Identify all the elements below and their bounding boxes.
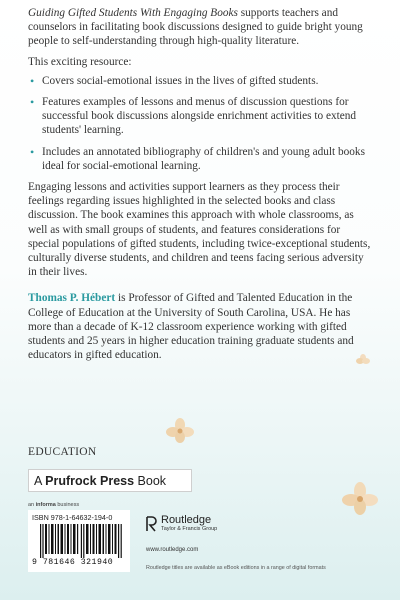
- informa-business-label: an informa business: [28, 502, 80, 508]
- bullet-icon: •: [30, 144, 35, 159]
- book-title-italic: Guiding Gifted Students With Engaging Books: [28, 7, 238, 19]
- author-name: Thomas P. Hébert: [28, 292, 116, 305]
- feature-list: [28, 74, 374, 173]
- ebook-availability-note: Routledge titles are available as eBook editions in a range of digital formats: [146, 565, 326, 571]
- list-item: • Covers social-emotional issues in the lives of gifted students.: [30, 73, 319, 88]
- barcode-icon: [40, 524, 124, 558]
- routledge-name: Routledge: [161, 514, 212, 526]
- barcode-number: 9 781646 321940: [32, 558, 114, 567]
- author-bio: [28, 291, 374, 362]
- bullet-icon: •: [30, 95, 35, 110]
- publisher-imprint-box: A Prufrock Press Book: [28, 469, 192, 492]
- intro-text: supports teachers and counselors in facilitating book discussions designed to guide bright young people to self-understanding through high-quality literature.: [28, 7, 363, 48]
- routledge-website: www.routledge.com: [146, 547, 199, 553]
- intro-paragraph: [28, 6, 374, 49]
- bullet-icon: •: [30, 73, 35, 88]
- isbn-number: ISBN 978-1-64632-194-0: [32, 513, 113, 522]
- resource-lead: This exciting resource:: [28, 55, 132, 68]
- flower-decoration-icon: [166, 418, 194, 444]
- back-cover-text: [28, 6, 374, 362]
- flower-decoration-icon: [342, 482, 378, 516]
- routledge-r-icon: [146, 516, 157, 532]
- author-bio-text: is Professor of Gifted and Talented Education in the College of Education at the University of South Carolina, USA. He has more than a decade of K-12 classroom experience working with gifted students and 25 years in higher education training graduate students and educators in gifted education.: [28, 292, 354, 362]
- isbn-barcode: [28, 510, 130, 572]
- subject-category: EDUCATION: [28, 446, 97, 458]
- prufrock-brand: Prufrock Press: [45, 474, 135, 488]
- list-item: • Features examples of lessons and menus of discussion questions for successful book discussions alongside enrichment activities to extend students' learning.: [30, 95, 357, 137]
- flower-decoration-icon: [356, 354, 370, 366]
- list-item: • Includes an annotated bibliography of children's and young adult books ideal for social-emotional learning.: [30, 144, 365, 172]
- description-paragraph: Engaging lessons and activities support learners as they process their feelings regarding issues highlighted in the selected books and class discussion. The book examines this approach with whole classrooms, as well as with small groups of students, and features considerations for special populations of gifted students, including twice-exceptional students, culturally diverse students, and children and teens facing serious adversity in their lives.: [28, 181, 371, 279]
- routledge-subtitle: Taylor & Francis Group: [161, 526, 218, 532]
